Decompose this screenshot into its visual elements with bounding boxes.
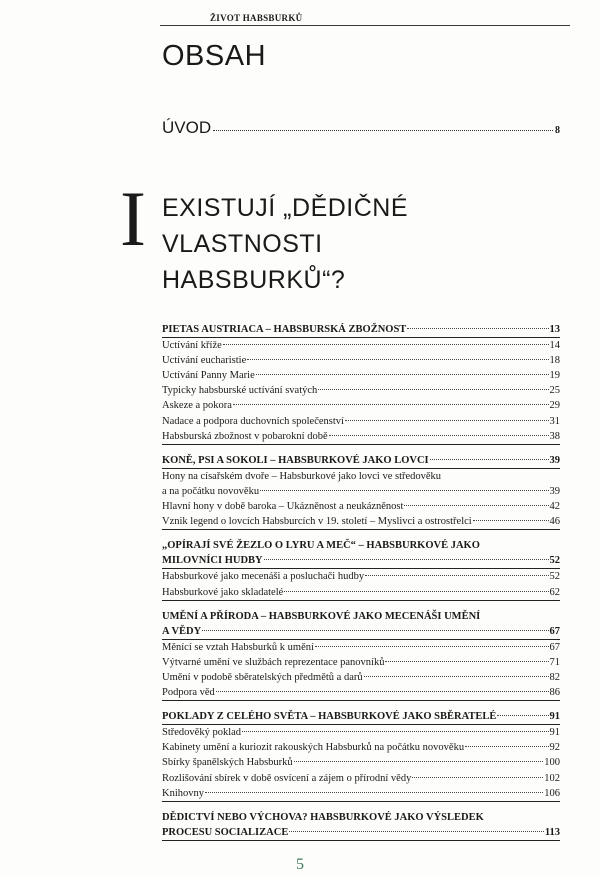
entry-page: 29 bbox=[549, 400, 560, 412]
page-title: OBSAH bbox=[162, 40, 267, 72]
entry-page: 91 bbox=[549, 711, 560, 723]
entry-text: Podpora věd bbox=[162, 687, 215, 699]
section-heading bbox=[162, 453, 560, 469]
leader-dots bbox=[364, 676, 549, 677]
entry-page: 19 bbox=[549, 370, 560, 382]
entry-page: 52 bbox=[549, 571, 560, 583]
toc-section bbox=[162, 709, 560, 802]
entry-page: 92 bbox=[549, 742, 560, 754]
section-heading bbox=[162, 609, 560, 640]
leader-dots bbox=[465, 746, 548, 747]
section-heading-text: PROCESU SOCIALIZACE bbox=[162, 826, 289, 838]
leader-dots bbox=[345, 420, 549, 421]
entry-page: 13 bbox=[549, 324, 560, 335]
section-heading-text: POKLADY Z CELÉHO SVĚTA – HABSBURKOVÉ JAKO SBĚRATELÉ bbox=[162, 711, 497, 723]
entry-text: Habsburkové jako mecenáši a posluchači hudby bbox=[162, 571, 365, 583]
section-heading-text: A VĚDY bbox=[162, 625, 202, 637]
entry-page: 14 bbox=[549, 340, 560, 352]
entry-text: Umění v podobě sběratelských předmětů a darů bbox=[162, 671, 363, 683]
section-heading-text: MILOVNÍCI HUDBY bbox=[162, 555, 263, 567]
part-title-line: VLASTNOSTI bbox=[162, 230, 323, 258]
toc-entry[interactable] bbox=[162, 484, 560, 499]
toc-entry[interactable] bbox=[162, 499, 560, 514]
entry-text: Habsburská zbožnost v pobarokní době bbox=[162, 430, 328, 442]
intro-label: ÚVOD bbox=[162, 118, 212, 137]
toc-entry[interactable] bbox=[162, 755, 560, 770]
toc-entry[interactable] bbox=[162, 383, 560, 398]
toc-entry[interactable] bbox=[162, 771, 560, 786]
leader-dots bbox=[202, 630, 548, 631]
part-title-line: EXISTUJÍ „DĚDIČNÉ bbox=[162, 194, 409, 222]
entry-page: 102 bbox=[544, 772, 560, 784]
section-heading bbox=[162, 538, 560, 569]
entry-page: 86 bbox=[549, 687, 560, 699]
table-of-contents bbox=[162, 322, 560, 849]
entry-page: 71 bbox=[549, 656, 560, 668]
leader-dots bbox=[294, 761, 544, 762]
toc-entry[interactable] bbox=[162, 429, 560, 444]
part-title bbox=[162, 190, 542, 298]
entry-text: Uctívání kříže bbox=[162, 340, 222, 352]
toc-section bbox=[162, 810, 560, 841]
entry-text: Uctívání eucharistie bbox=[162, 355, 247, 367]
section-heading-text: KONĚ, PSI A SOKOLI – HABSBURKOVÉ JAKO LOVCI bbox=[162, 454, 429, 466]
leader-dots bbox=[412, 777, 543, 778]
section-heading-first-line: UMĚNÍ A PŘÍRODA – HABSBURKOVÉ JAKO MECENÁŠI UMĚNÍ bbox=[162, 610, 481, 622]
leader-dots bbox=[318, 389, 548, 390]
entry-text: Vznik legend o lovcích Habsburcích v 19. století – Myslivci a ostrostřelci bbox=[162, 516, 472, 528]
leader-dots bbox=[289, 831, 544, 832]
header-rule bbox=[160, 25, 570, 26]
entry-text: Měnící se vztah Habsburků k umění bbox=[162, 641, 314, 653]
entry-page: 46 bbox=[549, 516, 560, 528]
entry-page: 39 bbox=[549, 454, 560, 466]
entry-text: a na počátku novověku bbox=[162, 485, 260, 497]
leader-dots bbox=[223, 344, 549, 345]
entry-text: Uctívání Panny Marie bbox=[162, 370, 255, 382]
section-heading-entry[interactable] bbox=[162, 553, 560, 568]
toc-entry[interactable] bbox=[162, 414, 560, 429]
section-heading-entry[interactable] bbox=[162, 624, 560, 639]
entry-page: 82 bbox=[549, 671, 560, 683]
entry-page: 67 bbox=[549, 625, 560, 637]
toc-entry[interactable] bbox=[162, 353, 560, 368]
entry-page: 18 bbox=[549, 355, 560, 367]
toc-entry[interactable] bbox=[162, 338, 560, 353]
entry-page: 38 bbox=[549, 430, 560, 442]
leader-dots bbox=[260, 490, 548, 491]
section-heading bbox=[162, 810, 560, 841]
toc-entry[interactable] bbox=[162, 398, 560, 413]
page-number: 5 bbox=[296, 856, 304, 873]
toc-section bbox=[162, 453, 560, 530]
toc-section bbox=[162, 538, 560, 600]
section-heading-first-line: „OPÍRAJÍ SVÉ ŽEZLO O LYRU A MEČ“ – HABSBURKOVÉ JAKO bbox=[162, 540, 480, 552]
leader-dots bbox=[329, 435, 549, 436]
entry-text: Středověký poklad bbox=[162, 727, 242, 739]
entry-page: 52 bbox=[549, 555, 560, 567]
part-title-line: HABSBURKŮ“? bbox=[162, 266, 346, 294]
entry-page: 39 bbox=[549, 485, 560, 497]
section-heading-first-line: DĚDICTVÍ NEBO VÝCHOVA? HABSBURKOVÉ JAKO VÝSLEDEK bbox=[162, 811, 484, 823]
leader-dots bbox=[216, 691, 549, 692]
intro-page: 8 bbox=[555, 125, 560, 136]
running-header: ŽIVOT HABSBURKŮ bbox=[210, 13, 303, 23]
toc-entry[interactable] bbox=[162, 514, 560, 529]
toc-entry[interactable] bbox=[162, 368, 560, 383]
section-heading bbox=[162, 322, 560, 338]
entry-text: Výtvarné umění ve službách reprezentace panovníků bbox=[162, 656, 385, 668]
entry-text: Typicky habsburské uctívání svatých bbox=[162, 385, 318, 397]
toc-entry[interactable] bbox=[162, 569, 560, 584]
entry-page: 106 bbox=[544, 787, 560, 799]
entry-page: 31 bbox=[549, 415, 560, 427]
leader-dots bbox=[213, 130, 553, 131]
entry-text: Askeze a pokora bbox=[162, 400, 232, 412]
toc-entry[interactable] bbox=[162, 685, 560, 700]
entry-page: 42 bbox=[549, 501, 560, 513]
entry-page: 62 bbox=[549, 586, 560, 598]
entry-text: Habsburkové jako skladatelé bbox=[162, 586, 284, 598]
part-number: I bbox=[120, 175, 146, 262]
entry-text-first-line: Hony na císařském dvoře – Habsburkové jako lovci ve středověku bbox=[162, 470, 442, 482]
toc-entry[interactable] bbox=[162, 640, 560, 655]
section-heading-entry[interactable] bbox=[162, 322, 560, 337]
entry-text: Nadace a podpora duchovních společenství bbox=[162, 415, 344, 427]
leader-dots bbox=[242, 731, 548, 732]
leader-dots bbox=[404, 505, 548, 506]
section-heading-text: PIETAS AUSTRIACA – HABSBURSKÁ ZBOŽNOST bbox=[162, 324, 407, 335]
leader-dots bbox=[284, 591, 548, 592]
entry-text: Hlavní hony v době baroka – Ukázněnost a neukázněnost bbox=[162, 501, 404, 513]
toc-entry[interactable] bbox=[162, 725, 560, 740]
leader-dots bbox=[315, 646, 549, 647]
toc-entry-intro[interactable] bbox=[162, 118, 560, 138]
entry-text: Rozlišování sbírek v době osvícení a zájem o přírodní vědy bbox=[162, 772, 412, 784]
toc-entry[interactable] bbox=[162, 585, 560, 600]
leader-dots bbox=[407, 328, 548, 329]
leader-dots bbox=[264, 559, 549, 560]
entry-page: 100 bbox=[544, 757, 560, 769]
toc-entry[interactable] bbox=[162, 670, 560, 685]
leader-dots bbox=[473, 520, 549, 521]
toc-entry[interactable] bbox=[162, 786, 560, 801]
toc-entry[interactable] bbox=[162, 655, 560, 670]
leader-dots bbox=[205, 792, 543, 793]
entry-text: Knihovny bbox=[162, 787, 204, 799]
toc-entry[interactable] bbox=[162, 740, 560, 755]
entry-text: Kabinety umění a kuriozit rakouských Habsburků na počátku novověku bbox=[162, 742, 465, 754]
leader-dots bbox=[256, 374, 549, 375]
leader-dots bbox=[497, 715, 548, 716]
entry-page: 91 bbox=[549, 727, 560, 739]
leader-dots bbox=[365, 575, 548, 576]
section-heading-entry[interactable] bbox=[162, 709, 560, 724]
leader-dots bbox=[247, 359, 548, 360]
entry-page: 67 bbox=[549, 641, 560, 653]
section-heading-entry[interactable] bbox=[162, 453, 560, 468]
entry-page: 25 bbox=[549, 385, 560, 397]
section-heading-entry[interactable] bbox=[162, 825, 560, 840]
entry-text: Sbírky španělských Habsburků bbox=[162, 757, 293, 769]
section-heading bbox=[162, 709, 560, 725]
entry-page: 113 bbox=[544, 826, 560, 838]
leader-dots bbox=[385, 661, 548, 662]
toc-section bbox=[162, 609, 560, 702]
leader-dots bbox=[430, 459, 549, 460]
leader-dots bbox=[233, 404, 549, 405]
toc-section bbox=[162, 322, 560, 445]
